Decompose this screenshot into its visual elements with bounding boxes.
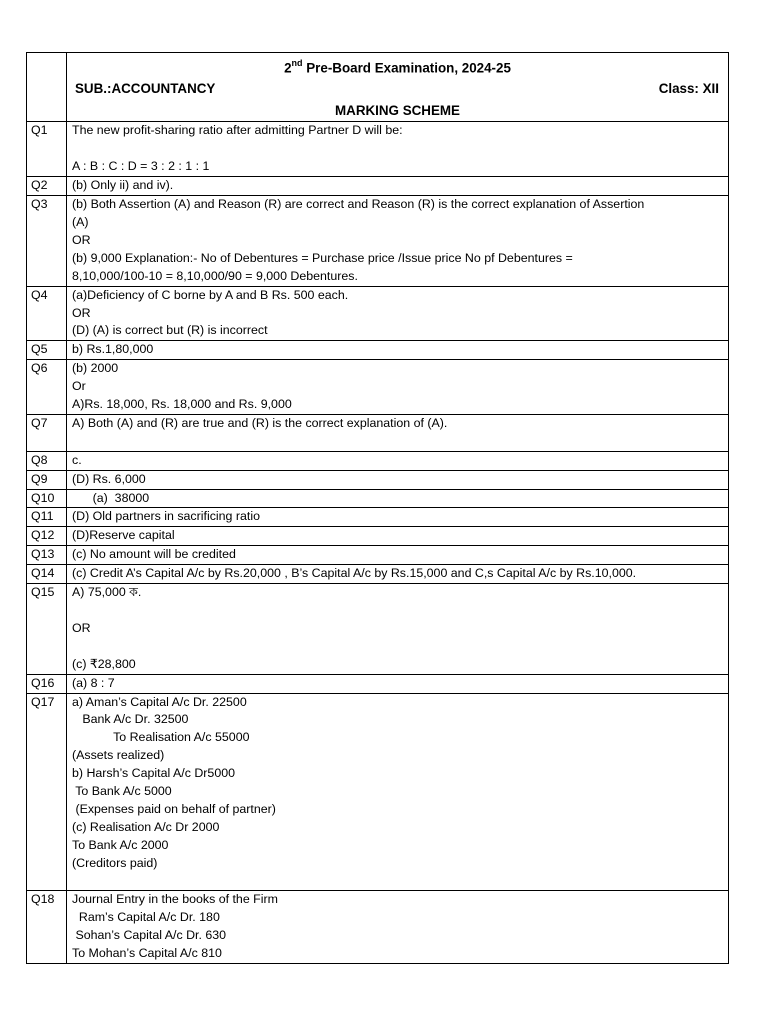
question-number: Q15 (27, 584, 67, 675)
question-row (27, 286, 729, 341)
answer-line: (Creditors paid) (72, 855, 158, 870)
question-row (27, 546, 729, 565)
class-label: Class: XII (658, 81, 719, 97)
answer-line: (a) 38000 (72, 490, 150, 505)
question-number: Q11 (27, 508, 67, 527)
answer-cell (67, 584, 729, 675)
question-number: Q16 (27, 674, 67, 693)
answer-line (72, 433, 723, 451)
answer-line: The new profit-sharing ratio after admitting Partner D will be: (72, 123, 403, 138)
answer-line: (Expenses paid on behalf of partner) (72, 801, 276, 816)
answer-line: Ram’s Capital A/c Dr. 180 (72, 910, 220, 925)
answer-line: Sohan’s Capital A/c Dr. 630 (72, 928, 227, 943)
question-number: Q3 (27, 196, 67, 287)
question-number: Q12 (27, 527, 67, 546)
answer-line: (b) Only ii) and iv). (72, 178, 174, 193)
answer-line: b) Rs.1,80,000 (72, 342, 154, 357)
question-number: Q18 (27, 891, 67, 964)
answer-line: OR (72, 620, 91, 635)
question-number: Q17 (27, 693, 67, 891)
question-number: Q4 (27, 286, 67, 341)
answer-line: A)Rs. 18,000, Rs. 18,000 and Rs. 9,000 (72, 397, 292, 412)
question-row (27, 196, 729, 287)
question-row (27, 341, 729, 360)
answer-line: (b) 2000 (72, 361, 119, 376)
question-row (27, 674, 729, 693)
header-row (27, 53, 729, 122)
exam-title (72, 53, 723, 78)
answer-line: (a) 8 : 7 (72, 675, 115, 690)
answer-cell (67, 508, 729, 527)
question-row (27, 891, 729, 964)
answer-line: c. (72, 452, 82, 467)
question-number: Q1 (27, 122, 67, 177)
answer-line (72, 638, 723, 656)
answer-cell (67, 451, 729, 470)
question-number: Q2 (27, 177, 67, 196)
header-blank-cell (27, 53, 67, 122)
marking-scheme-table (26, 52, 729, 964)
question-row (27, 693, 729, 891)
answer-cell (67, 414, 729, 451)
subject-label: SUB.:ACCOUNTANCY (75, 81, 216, 97)
question-number: Q5 (27, 341, 67, 360)
answer-cell (67, 693, 729, 891)
answer-cell (67, 360, 729, 415)
question-number: Q6 (27, 360, 67, 415)
answer-line: (c) ₹28,800 (72, 656, 136, 671)
answer-line: To Bank A/c 5000 (72, 784, 172, 799)
question-row (27, 508, 729, 527)
answer-line (72, 140, 723, 158)
answer-cell (67, 674, 729, 693)
answer-line: (a)Deficiency of C borne by A and B Rs. 500 each. (72, 287, 349, 302)
question-row (27, 470, 729, 489)
question-number: Q8 (27, 451, 67, 470)
answer-line: 8,10,000/100-10 = 8,10,000/90 = 9,000 Debentures. (72, 268, 358, 283)
answer-cell (67, 196, 729, 287)
answer-line: Or (72, 379, 86, 394)
answer-line: Journal Entry in the books of the Firm (72, 892, 278, 907)
question-row (27, 122, 729, 177)
answer-line: (D)Reserve capital (72, 528, 175, 543)
answer-cell (67, 122, 729, 177)
answer-line (72, 873, 723, 891)
question-number: Q13 (27, 546, 67, 565)
answer-line: A) Both (A) and (R) are true and (R) is the correct explanation of (A). (72, 415, 448, 430)
question-row (27, 584, 729, 675)
answer-cell (67, 177, 729, 196)
answer-line: (D) Old partners in sacrificing ratio (72, 509, 260, 524)
answer-line: (A) (72, 214, 89, 229)
answer-cell (67, 341, 729, 360)
answer-cell (67, 527, 729, 546)
answer-cell (67, 470, 729, 489)
answer-line: (Assets realized) (72, 748, 165, 763)
answer-line: To Mohan’s Capital A/c 810 (72, 946, 222, 961)
answer-line: A : B : C : D = 3 : 2 : 1 : 1 (72, 159, 210, 174)
answer-cell (67, 286, 729, 341)
question-row (27, 565, 729, 584)
exam-ordinal: 2 (284, 60, 292, 76)
answer-line: (D) Rs. 6,000 (72, 471, 146, 486)
answer-line: (D) (A) is correct but (R) is incorrect (72, 323, 268, 338)
answer-line: (c) Realisation A/c Dr 2000 (72, 819, 220, 834)
question-number: Q7 (27, 414, 67, 451)
question-row (27, 360, 729, 415)
answer-line: (b) 9,000 Explanation:- No of Debentures = Purchase price /Issue price No pf Debentures = (72, 250, 573, 265)
answer-line: OR (72, 232, 91, 247)
answer-line: b) Harsh’s Capital A/c Dr5000 (72, 766, 235, 781)
answer-line: A) 75,000 ক. (72, 585, 142, 600)
question-number: Q14 (27, 565, 67, 584)
header-cell (67, 53, 729, 122)
answer-line: To Bank A/c 2000 (72, 837, 169, 852)
answer-line: (c) Credit A’s Capital A/c by Rs.20,000 , B’s Capital A/c by Rs.15,000 and C,s Capital A/c by Rs.10,000. (72, 566, 637, 581)
answer-cell (67, 489, 729, 508)
answer-line: a) Aman’s Capital A/c Dr. 22500 (72, 694, 247, 709)
answer-line: OR (72, 305, 91, 320)
answer-cell (67, 565, 729, 584)
question-number: Q10 (27, 489, 67, 508)
question-number: Q9 (27, 470, 67, 489)
question-row (27, 451, 729, 470)
exam-title-text: Pre-Board Examination, 2024-25 (302, 60, 511, 76)
answer-line: (b) Both Assertion (A) and Reason (R) are correct and Reason (R) is the correct explanation of Assertion (72, 197, 645, 212)
marking-scheme-heading: MARKING SCHEME (335, 103, 460, 119)
answer-line (72, 602, 723, 620)
question-row (27, 414, 729, 451)
answer-line: Bank A/c Dr. 32500 (72, 712, 189, 727)
answer-cell (67, 891, 729, 964)
answer-cell (67, 546, 729, 565)
answer-line: To Realisation A/c 55000 (72, 730, 250, 745)
answer-line: (c) No amount will be credited (72, 547, 236, 562)
question-row (27, 177, 729, 196)
question-row (27, 527, 729, 546)
exam-ordinal-suffix: nd (291, 58, 303, 68)
question-row (27, 489, 729, 508)
